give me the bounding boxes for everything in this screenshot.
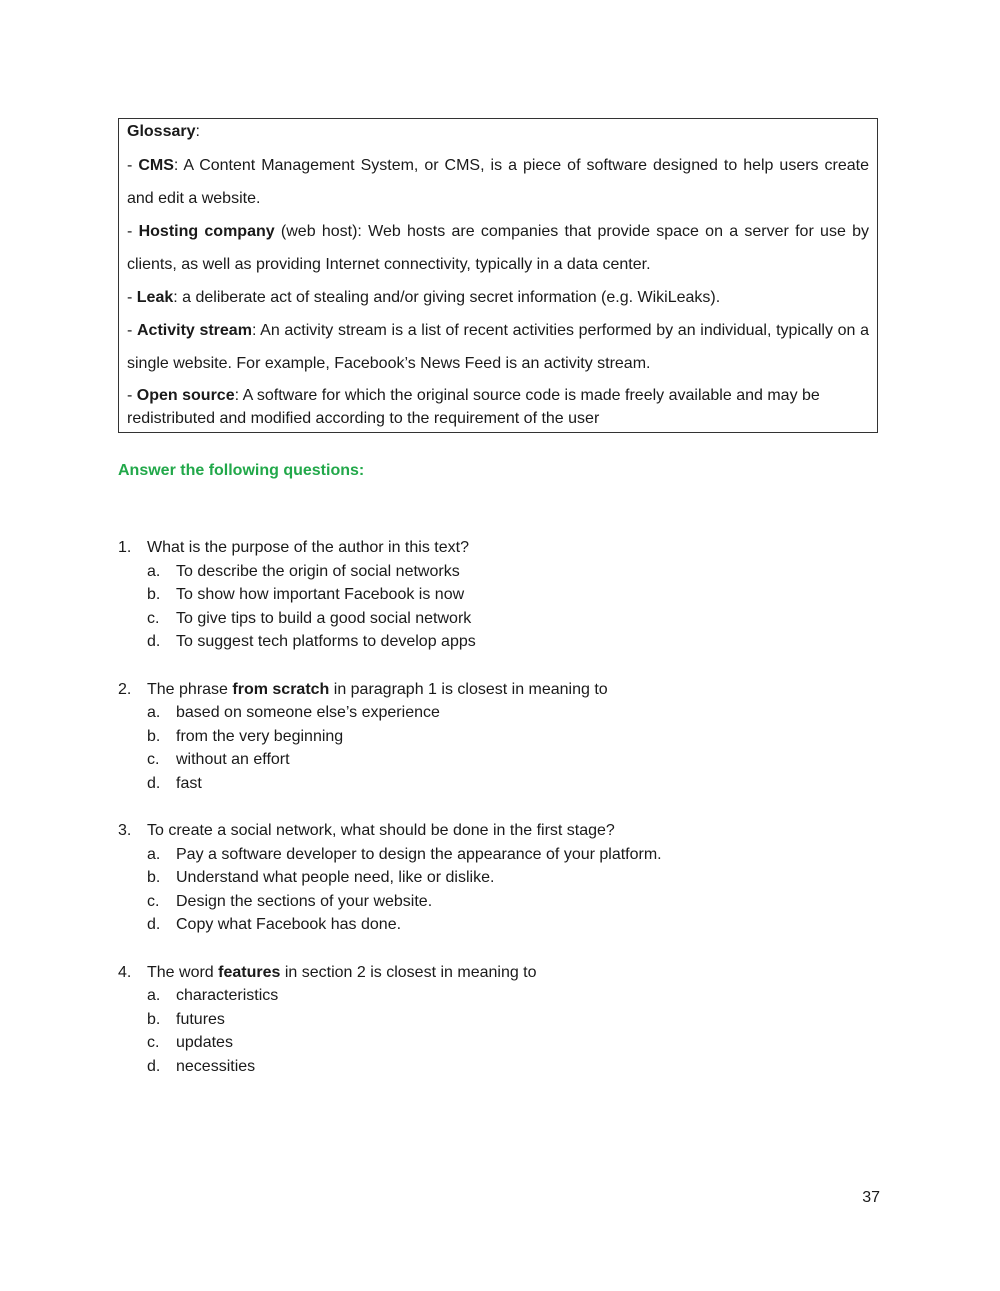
glossary-entry-open-source: - Open source: A software for which the original source code is made freely available and may be redistributed and modified according to the requirement of the user <box>127 387 820 427</box>
question-3 <box>118 819 878 937</box>
option-list <box>118 843 878 937</box>
question-text: The phrase from scratch in paragraph 1 is closest in meaning to <box>147 680 608 698</box>
option-b[interactable]: b. futures <box>147 1010 225 1028</box>
question-number: 3. <box>118 822 132 839</box>
question-text: What is the purpose of the author in this text? <box>147 539 469 556</box>
question-stem <box>118 536 878 560</box>
option-d[interactable]: d. necessities <box>147 1057 256 1075</box>
glossary-entry-hosting-company: - Hosting company (web host): Web hosts are companies that provide space on a server for use by clients, as well as providing Internet connectivity, typically in a data center. <box>127 223 870 273</box>
question-1 <box>118 536 878 654</box>
option-b[interactable]: b. from the very beginning <box>147 727 344 745</box>
option-d[interactable]: d. Copy what Facebook has done. <box>147 916 402 933</box>
option-d[interactable]: d. To suggest tech platforms to develop apps <box>147 633 476 650</box>
option-c[interactable]: c. To give tips to build a good social network <box>147 609 472 627</box>
option-c[interactable]: c. without an effort <box>147 751 290 768</box>
question-list <box>118 536 878 1102</box>
question-4 <box>118 961 878 1079</box>
option-c[interactable]: c. updates <box>147 1034 233 1051</box>
option-a[interactable]: a. characteristics <box>147 987 279 1004</box>
question-stem <box>118 678 878 702</box>
option-d[interactable]: d. fast <box>147 774 202 792</box>
question-stem <box>118 961 878 985</box>
glossary-entry-activity-stream: - Activity stream: An activity stream is a list of recent activities performed by an individual, typically on a single website. For example, Facebook’s News Feed is an activity stream. <box>127 322 870 372</box>
option-a[interactable]: a. To describe the origin of social networks <box>147 562 460 580</box>
option-a[interactable]: a. based on someone else’s experience <box>147 704 440 721</box>
question-number: 4. <box>118 963 132 981</box>
page-number: 37 <box>862 1189 880 1206</box>
option-list <box>118 701 878 795</box>
answer-heading: Answer the following questions: <box>118 462 365 479</box>
glossary-box <box>118 118 878 433</box>
option-list <box>118 984 878 1078</box>
glossary-entry-cms: - CMS: A Content Management System, or CMS, is a piece of software designed to help users create and edit a website. <box>127 157 869 207</box>
question-text: The word features in section 2 is closest in meaning to <box>147 963 537 981</box>
question-text: To create a social network, what should be done in the first stage? <box>147 822 615 839</box>
question-stem <box>118 819 878 843</box>
question-number: 1. <box>118 539 132 556</box>
option-b[interactable]: b. To show how important Facebook is now <box>147 586 465 603</box>
option-a[interactable]: a. Pay a software developer to design the appearance of your platform. <box>147 845 662 863</box>
option-list <box>118 560 878 654</box>
option-b[interactable]: b. Understand what people need, like or dislike. <box>147 869 495 886</box>
question-2 <box>118 678 878 796</box>
option-c[interactable]: c. Design the sections of your website. <box>147 892 433 910</box>
question-number: 2. <box>118 680 132 698</box>
glossary-title: Glossary: <box>127 123 200 140</box>
glossary-entry-leak: - Leak: a deliberate act of stealing and/or giving secret information (e.g. WikiLeaks). <box>127 289 721 306</box>
